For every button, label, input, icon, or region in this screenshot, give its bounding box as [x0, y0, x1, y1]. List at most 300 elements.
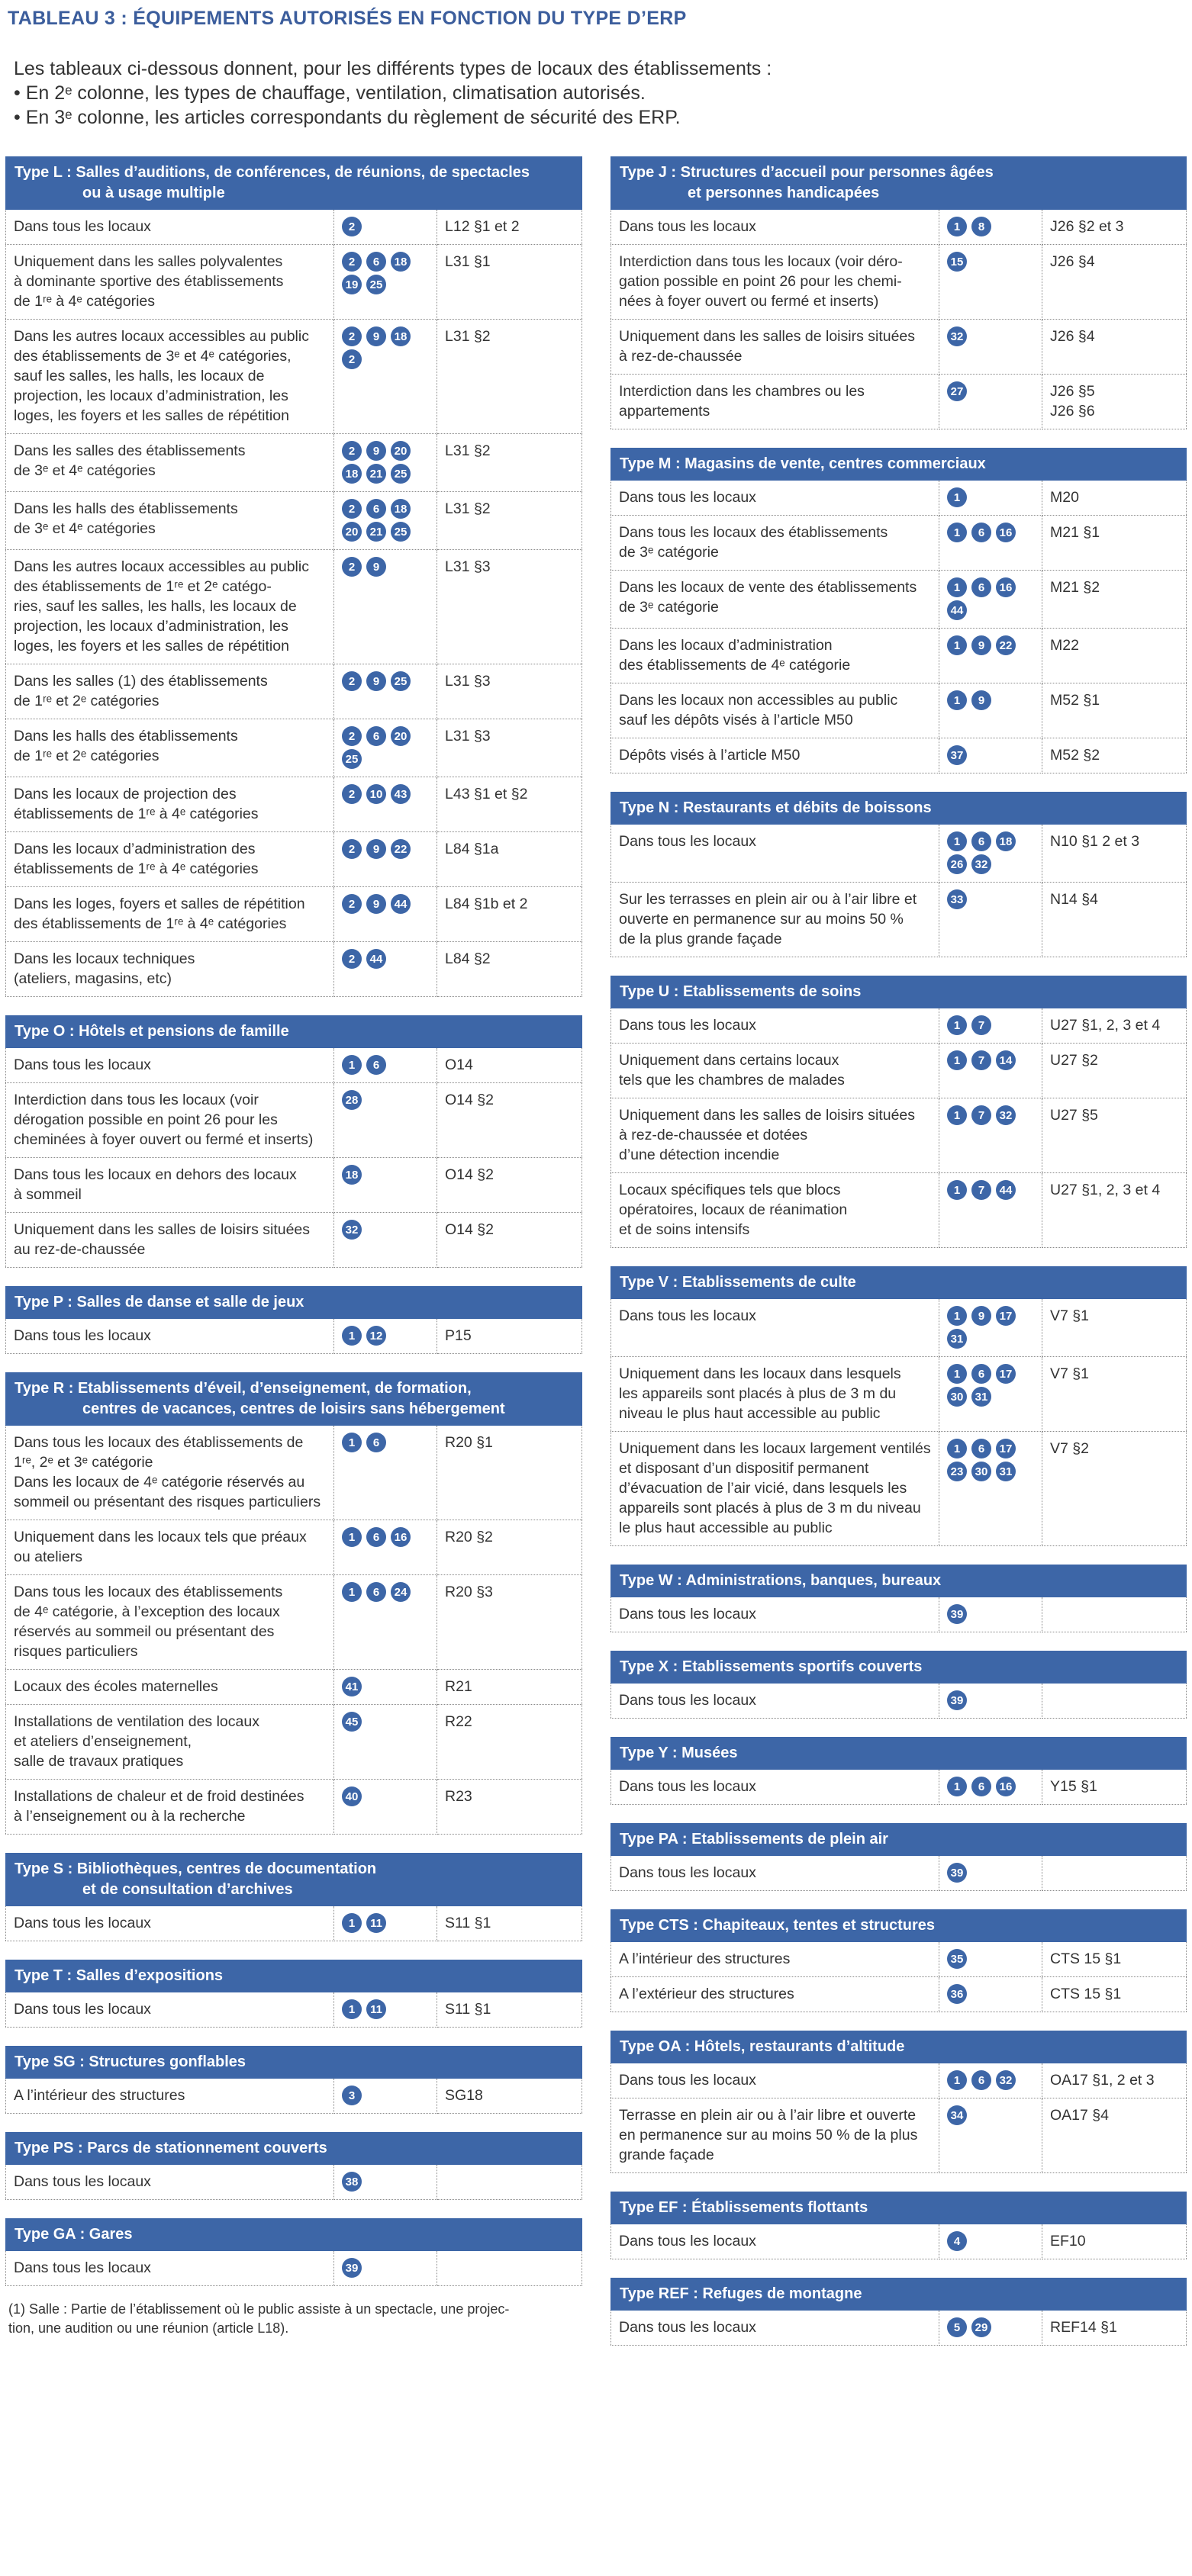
- location-label: Dans tous les locaux: [611, 825, 939, 883]
- equipment-number-badge: 44: [391, 894, 411, 914]
- section-type-y: [610, 1737, 1187, 1805]
- equipment-number-badge: 1: [342, 1582, 362, 1602]
- equipment-table: [610, 1770, 1187, 1805]
- article-reference: L31 §2: [437, 434, 582, 492]
- article-reference: OA17 §1, 2 et 3: [1042, 2063, 1187, 2098]
- article-reference: M52 §2: [1042, 738, 1187, 773]
- equipment-number-badge: 21: [366, 522, 386, 542]
- location-label: Interdiction dans tous les locaux (voir déro- gation possible en point 26 pour les chemi- nées à foyer ouvert ou fermé et inserts): [611, 245, 939, 320]
- location-label: Dans tous les locaux: [611, 1856, 939, 1891]
- table-row: [611, 2098, 1187, 2173]
- section-title-line: Type EF : Établissements flottants: [620, 2199, 868, 2216]
- table-row: [6, 2079, 582, 2114]
- location-label: Dans les salles (1) des établissements de 1ʳᵉ et 2ᵉ catégories: [6, 664, 334, 719]
- equipment-codes: [939, 481, 1042, 516]
- equipment-number-badge: 32: [996, 1105, 1016, 1125]
- equipment-number-badge: 18: [342, 464, 362, 484]
- equipment-number-badge: 1: [947, 1015, 967, 1035]
- equipment-codes: [334, 777, 437, 832]
- location-label: Dans les locaux de vente des établissements de 3ᵉ catégorie: [611, 571, 939, 629]
- location-label: Interdiction dans les chambres ou les appartements: [611, 375, 939, 429]
- equipment-table: [5, 2165, 582, 2200]
- article-reference: CTS 15 §1: [1042, 1977, 1187, 2012]
- section-title: [610, 1266, 1187, 1299]
- equipment-number-badge: 18: [342, 1165, 362, 1185]
- table-row: [611, 1299, 1187, 1357]
- equipment-number-badge: 20: [391, 726, 411, 746]
- table-row: [6, 2165, 582, 2200]
- equipment-number-badge: 2: [342, 349, 362, 369]
- location-label: Uniquement dans les locaux tels que préaux ou ateliers: [6, 1520, 334, 1575]
- location-label: Installations de ventilation des locaux et ateliers d’enseignement, salle de travaux pratiques: [6, 1705, 334, 1780]
- equipment-number-badge: 9: [366, 441, 386, 461]
- section-title: [5, 1015, 582, 1048]
- section-title: [610, 2278, 1187, 2311]
- equipment-number-badge: 16: [996, 577, 1016, 597]
- article-reference: L43 §1 et §2: [437, 777, 582, 832]
- article-reference: EF10: [1042, 2224, 1187, 2259]
- location-label: Dans tous les locaux: [611, 210, 939, 245]
- location-label: Dans tous les locaux: [6, 2165, 334, 2200]
- intro-bullet: • En 3ᵉ colonne, les articles correspondants du règlement de sécurité des ERP.: [14, 105, 772, 130]
- equipment-number-badge: 39: [342, 2258, 362, 2278]
- equipment-number-badge: 16: [996, 523, 1016, 542]
- section-title: [610, 156, 1187, 210]
- article-reference: U27 §5: [1042, 1098, 1187, 1173]
- equipment-codes: [334, 245, 437, 320]
- right-column: [610, 156, 1187, 2364]
- equipment-number-badge: 38: [342, 2172, 362, 2192]
- article-reference: L31 §1: [437, 245, 582, 320]
- section-title-line: Type S : Bibliothèques, centres de documentation: [14, 1860, 377, 1877]
- table-row: [6, 1670, 582, 1705]
- equipment-table: [610, 825, 1187, 957]
- equipment-codes: [939, 883, 1042, 957]
- section-title: [610, 1737, 1187, 1770]
- location-label: Dans tous les locaux des établissements de 1ʳᵉ, 2ᵉ et 3ᵉ catégorie Dans les locaux de 4ᵉ catégorie réservés au sommeil ou présentant des risques particuliers: [6, 1426, 334, 1520]
- equipment-codes: [334, 1906, 437, 1941]
- table-row: [611, 1173, 1187, 1248]
- section-type-j: [610, 156, 1187, 429]
- section-title-line: Type O : Hôtels et pensions de famille: [14, 1023, 289, 1040]
- equipment-table: [5, 1992, 582, 2028]
- section-type-ps: [5, 2132, 582, 2200]
- equipment-number-badge: 6: [971, 1777, 991, 1796]
- section-title-line: Type Y : Musées: [620, 1745, 738, 1761]
- equipment-number-badge: 9: [971, 690, 991, 710]
- section-type-r: [5, 1372, 582, 1835]
- location-label: A l’intérieur des structures: [611, 1942, 939, 1977]
- equipment-table: [610, 1942, 1187, 2012]
- table-row: [6, 320, 582, 434]
- equipment-number-badge: 6: [971, 1439, 991, 1458]
- equipment-codes: [334, 1213, 437, 1268]
- equipment-number-badge: 1: [342, 1527, 362, 1547]
- article-reference: OA17 §4: [1042, 2098, 1187, 2173]
- equipment-codes: [334, 1319, 437, 1354]
- equipment-number-badge: 9: [971, 1306, 991, 1326]
- table-row: [6, 245, 582, 320]
- equipment-number-badge: 37: [947, 745, 967, 765]
- equipment-number-badge: 29: [971, 2317, 991, 2337]
- equipment-codes: [334, 1780, 437, 1835]
- equipment-number-badge: 44: [996, 1180, 1016, 1200]
- section-title: [610, 2192, 1187, 2224]
- article-reference: L31 §2: [437, 320, 582, 434]
- equipment-table: [5, 1426, 582, 1835]
- equipment-number-badge: 2: [342, 726, 362, 746]
- table-row: [611, 375, 1187, 429]
- equipment-codes: [939, 571, 1042, 629]
- section-title-line: Type L : Salles d’auditions, de conférences, de réunions, de spectacles: [14, 164, 530, 181]
- equipment-number-badge: 9: [366, 671, 386, 691]
- equipment-number-badge: 32: [947, 326, 967, 346]
- location-label: A l’extérieur des structures: [611, 1977, 939, 2012]
- equipment-number-badge: 11: [366, 1913, 386, 1933]
- equipment-codes: [939, 210, 1042, 245]
- table-row: [611, 481, 1187, 516]
- section-title: [610, 1651, 1187, 1684]
- equipment-table: [5, 2079, 582, 2114]
- equipment-number-badge: 25: [366, 275, 386, 294]
- equipment-table: [610, 481, 1187, 773]
- intro-line: Les tableaux ci-dessous donnent, pour les différents types de locaux des établissements :: [14, 58, 772, 79]
- footnote: (1) Salle : Partie de l’établissement où le public assiste à un spectacle, une projec- tion, une audition ou une réunion (article L18).: [8, 2301, 510, 2336]
- equipment-number-badge: 9: [366, 557, 386, 577]
- equipment-number-badge: 9: [366, 894, 386, 914]
- equipment-number-badge: 15: [947, 252, 967, 272]
- equipment-number-badge: 6: [366, 1433, 386, 1452]
- table-row: [6, 777, 582, 832]
- equipment-table: [610, 1597, 1187, 1632]
- equipment-number-badge: 12: [366, 1326, 386, 1346]
- equipment-number-badge: 6: [971, 577, 991, 597]
- equipment-number-badge: 2: [342, 557, 362, 577]
- equipment-table: [5, 210, 582, 997]
- section-type-v: [610, 1266, 1187, 1546]
- equipment-number-badge: 17: [996, 1439, 1016, 1458]
- table-row: [6, 1213, 582, 1268]
- table-row: [611, 883, 1187, 957]
- location-label: Dans les autres locaux accessibles au public des établissements de 3ᵉ et 4ᵉ catégories, sauf les salles, les halls, les locaux de projection, les locaux d’administration, les loges, les foyers et les salles de répétition: [6, 320, 334, 434]
- table-row: [6, 1426, 582, 1520]
- equipment-codes: [939, 1432, 1042, 1546]
- location-label: Interdiction dans tous les locaux (voir dérogation possible en point 26 pour les cheminées à foyer ouvert ou fermé et inserts): [6, 1083, 334, 1158]
- equipment-number-badge: 16: [391, 1527, 411, 1547]
- article-reference: O14 §2: [437, 1158, 582, 1213]
- equipment-codes: [334, 1520, 437, 1575]
- section-type-p: [5, 1286, 582, 1354]
- equipment-number-badge: 35: [947, 1949, 967, 1969]
- location-label: Uniquement dans les salles de loisirs situées à rez-de-chaussée: [611, 320, 939, 375]
- equipment-codes: [939, 2063, 1042, 2098]
- equipment-number-badge: 34: [947, 2105, 967, 2125]
- equipment-number-badge: 1: [947, 523, 967, 542]
- section-title: [610, 1909, 1187, 1942]
- article-reference: L31 §2: [437, 492, 582, 550]
- equipment-number-badge: 2: [342, 499, 362, 519]
- table-row: [6, 1705, 582, 1780]
- equipment-number-badge: 7: [971, 1105, 991, 1125]
- article-reference: R20 §2: [437, 1520, 582, 1575]
- section-title-line: Type U : Etablissements de soins: [620, 983, 862, 1000]
- equipment-number-badge: 1: [342, 1433, 362, 1452]
- equipment-number-badge: 1: [947, 690, 967, 710]
- equipment-number-badge: 2: [342, 894, 362, 914]
- equipment-codes: [939, 683, 1042, 738]
- equipment-codes: [334, 887, 437, 942]
- section-title: [5, 2046, 582, 2079]
- article-reference: V7 §1: [1042, 1299, 1187, 1357]
- table-row: [611, 245, 1187, 320]
- article-reference: L31 §3: [437, 550, 582, 664]
- equipment-number-badge: 21: [366, 464, 386, 484]
- equipment-number-badge: 9: [366, 839, 386, 859]
- section-title: [5, 2132, 582, 2165]
- location-label: Uniquement dans certains locaux tels que les chambres de malades: [611, 1044, 939, 1098]
- equipment-codes: [939, 1684, 1042, 1719]
- table-row: [611, 1357, 1187, 1432]
- article-reference: O14 §2: [437, 1213, 582, 1268]
- article-reference: M21 §1: [1042, 516, 1187, 571]
- equipment-number-badge: 3: [342, 2086, 362, 2105]
- article-reference: SG18: [437, 2079, 582, 2114]
- equipment-number-badge: 1: [947, 831, 967, 851]
- equipment-codes: [334, 2251, 437, 2286]
- equipment-codes: [939, 1597, 1042, 1632]
- section-title-line: Type N : Restaurants et débits de boissons: [620, 799, 932, 816]
- section-type-ef: [610, 2192, 1187, 2259]
- equipment-codes: [334, 664, 437, 719]
- article-reference: J26 §5 J26 §6: [1042, 375, 1187, 429]
- section-title-line: Type REF : Refuges de montagne: [620, 2285, 862, 2302]
- location-label: Dans tous les locaux: [611, 1684, 939, 1719]
- table-row: [611, 1942, 1187, 1977]
- equipment-codes: [939, 375, 1042, 429]
- table-row: [611, 320, 1187, 375]
- equipment-number-badge: 44: [947, 600, 967, 620]
- article-reference: L31 §3: [437, 664, 582, 719]
- table-row: [6, 719, 582, 777]
- section-title: [610, 976, 1187, 1008]
- equipment-table: [5, 2251, 582, 2286]
- section-title: [610, 2031, 1187, 2063]
- equipment-number-badge: 20: [342, 522, 362, 542]
- table-row: [611, 1008, 1187, 1044]
- equipment-number-badge: 2: [342, 441, 362, 461]
- location-label: Dans tous les locaux: [611, 1008, 939, 1044]
- section-title-line: Type M : Magasins de vente, centres commerciaux: [620, 455, 986, 472]
- table-row: [611, 210, 1187, 245]
- article-reference: U27 §2: [1042, 1044, 1187, 1098]
- equipment-number-badge: 1: [947, 1777, 967, 1796]
- article-reference: Y15 §1: [1042, 1770, 1187, 1805]
- table-row: [611, 1977, 1187, 2012]
- table-row: [6, 887, 582, 942]
- article-reference: U27 §1, 2, 3 et 4: [1042, 1008, 1187, 1044]
- location-label: Dans tous les locaux en dehors des locaux à sommeil: [6, 1158, 334, 1213]
- equipment-table: [610, 210, 1187, 429]
- equipment-number-badge: 30: [947, 1387, 967, 1407]
- section-title: [5, 2218, 582, 2251]
- equipment-number-badge: 1: [947, 487, 967, 507]
- equipment-table: [610, 2311, 1187, 2346]
- equipment-codes: [939, 320, 1042, 375]
- table-row: [6, 210, 582, 245]
- equipment-number-badge: 1: [947, 217, 967, 236]
- article-reference: O14 §2: [437, 1083, 582, 1158]
- equipment-number-badge: 24: [391, 1582, 411, 1602]
- equipment-number-badge: 39: [947, 1863, 967, 1883]
- table-row: [6, 664, 582, 719]
- equipment-number-badge: 30: [971, 1462, 991, 1481]
- equipment-number-badge: 11: [366, 1999, 386, 2019]
- equipment-table: [5, 1048, 582, 1268]
- equipment-number-badge: 6: [366, 1527, 386, 1547]
- location-label: Dans les locaux non accessibles au public sauf les dépôts visés à l’article M50: [611, 683, 939, 738]
- article-reference: P15: [437, 1319, 582, 1354]
- article-reference: N14 §4: [1042, 883, 1187, 957]
- equipment-number-badge: 33: [947, 889, 967, 909]
- equipment-number-badge: 10: [366, 784, 386, 804]
- equipment-number-badge: 6: [366, 726, 386, 746]
- equipment-number-badge: 32: [996, 2070, 1016, 2090]
- equipment-codes: [334, 942, 437, 997]
- article-reference: J26 §4: [1042, 320, 1187, 375]
- equipment-number-badge: 25: [391, 671, 411, 691]
- table-row: [611, 1684, 1187, 1719]
- table-row: [6, 1048, 582, 1083]
- equipment-number-badge: 18: [391, 326, 411, 346]
- equipment-codes: [334, 210, 437, 245]
- equipment-codes: [334, 434, 437, 492]
- article-reference: N10 §1 2 et 3: [1042, 825, 1187, 883]
- equipment-number-badge: 6: [971, 523, 991, 542]
- table-row: [611, 2063, 1187, 2098]
- article-reference: S11 §1: [437, 1992, 582, 2028]
- table-row: [6, 2251, 582, 2286]
- section-title-line: ou à usage multiple: [82, 185, 225, 201]
- article-reference: L31 §3: [437, 719, 582, 777]
- equipment-codes: [939, 2311, 1042, 2346]
- equipment-number-badge: 2: [342, 217, 362, 236]
- table-row: [611, 825, 1187, 883]
- section-title-line: Type GA : Gares: [14, 2226, 133, 2243]
- table-row: [611, 1098, 1187, 1173]
- article-reference: [1042, 1856, 1187, 1891]
- equipment-codes: [334, 1992, 437, 2028]
- table-row: [6, 832, 582, 887]
- equipment-number-badge: 7: [971, 1015, 991, 1035]
- equipment-number-badge: 1: [947, 1439, 967, 1458]
- table-row: [611, 2311, 1187, 2346]
- location-label: Uniquement dans les salles de loisirs situées au rez-de-chaussée: [6, 1213, 334, 1268]
- equipment-table: [5, 1906, 582, 1941]
- equipment-number-badge: 26: [947, 854, 967, 874]
- table-row: [6, 1158, 582, 1213]
- table-row: [611, 683, 1187, 738]
- section-title-line: Type X : Etablissements sportifs couverts: [620, 1658, 923, 1675]
- intro-text: [14, 56, 772, 130]
- article-reference: R21: [437, 1670, 582, 1705]
- section-title-line: et personnes handicapées: [688, 185, 880, 201]
- location-label: Dans tous les locaux: [6, 2251, 334, 2286]
- equipment-number-badge: 2: [342, 949, 362, 969]
- location-label: Dans tous les locaux: [6, 1319, 334, 1354]
- section-type-s: [5, 1853, 582, 1941]
- article-reference: [1042, 1597, 1187, 1632]
- table-row: [611, 629, 1187, 683]
- equipment-number-badge: 6: [366, 252, 386, 272]
- equipment-number-badge: 31: [996, 1462, 1016, 1481]
- equipment-number-badge: 20: [391, 441, 411, 461]
- article-reference: V7 §1: [1042, 1357, 1187, 1432]
- equipment-number-badge: 1: [342, 1326, 362, 1346]
- section-title-line: Type PS : Parcs de stationnement couverts: [14, 2140, 327, 2156]
- table-row: [6, 550, 582, 664]
- equipment-number-badge: 31: [971, 1387, 991, 1407]
- equipment-codes: [939, 2098, 1042, 2173]
- location-label: Uniquement dans les salles de loisirs situées à rez-de-chaussée et dotées d’une détection incendie: [611, 1098, 939, 1173]
- equipment-number-badge: 6: [366, 1055, 386, 1075]
- equipment-table: [610, 1008, 1187, 1248]
- equipment-codes: [939, 1770, 1042, 1805]
- table-row: [6, 1083, 582, 1158]
- section-type-u: [610, 976, 1187, 1248]
- article-reference: L84 §2: [437, 942, 582, 997]
- equipment-number-badge: 4: [947, 2231, 967, 2251]
- location-label: Uniquement dans les salles polyvalentes à dominante sportive des établissements de 1ʳᵉ à 4ᵉ catégories: [6, 245, 334, 320]
- equipment-number-badge: 25: [342, 749, 362, 769]
- equipment-codes: [334, 550, 437, 664]
- article-reference: L12 §1 et 2: [437, 210, 582, 245]
- equipment-codes: [334, 1575, 437, 1670]
- table-row: [611, 1856, 1187, 1891]
- article-reference: M52 §1: [1042, 683, 1187, 738]
- location-label: Dans les locaux de projection des établissements de 1ʳᵉ à 4ᵉ catégories: [6, 777, 334, 832]
- article-reference: R22: [437, 1705, 582, 1780]
- equipment-number-badge: 22: [391, 839, 411, 859]
- article-reference: R23: [437, 1780, 582, 1835]
- section-title-line: Type OA : Hôtels, restaurants d’altitude: [620, 2038, 905, 2055]
- section-type-pa: [610, 1823, 1187, 1891]
- section-title: [5, 1960, 582, 1992]
- equipment-number-badge: 6: [971, 2070, 991, 2090]
- section-type-l: [5, 156, 582, 997]
- section-type-t: [5, 1960, 582, 2028]
- equipment-codes: [939, 1044, 1042, 1098]
- location-label: Dans les halls des établissements de 1ʳᵉ et 2ᵉ catégories: [6, 719, 334, 777]
- equipment-number-badge: 19: [342, 275, 362, 294]
- table-row: [611, 1044, 1187, 1098]
- equipment-codes: [939, 1098, 1042, 1173]
- equipment-number-badge: 1: [342, 1055, 362, 1075]
- table-row: [6, 1520, 582, 1575]
- equipment-table: [610, 1684, 1187, 1719]
- equipment-codes: [939, 825, 1042, 883]
- article-reference: V7 §2: [1042, 1432, 1187, 1546]
- equipment-number-badge: 6: [971, 831, 991, 851]
- location-label: Dans tous les locaux: [611, 2311, 939, 2346]
- location-label: Dans les loges, foyers et salles de répétition des établissements de 1ʳᵉ à 4ᵉ catégories: [6, 887, 334, 942]
- table-row: [611, 1597, 1187, 1632]
- article-reference: O14: [437, 1048, 582, 1083]
- equipment-number-badge: 43: [391, 784, 411, 804]
- equipment-codes: [939, 1357, 1042, 1432]
- section-title-line: Type CTS : Chapiteaux, tentes et structures: [620, 1917, 936, 1934]
- equipment-codes: [939, 245, 1042, 320]
- equipment-number-badge: 23: [947, 1462, 967, 1481]
